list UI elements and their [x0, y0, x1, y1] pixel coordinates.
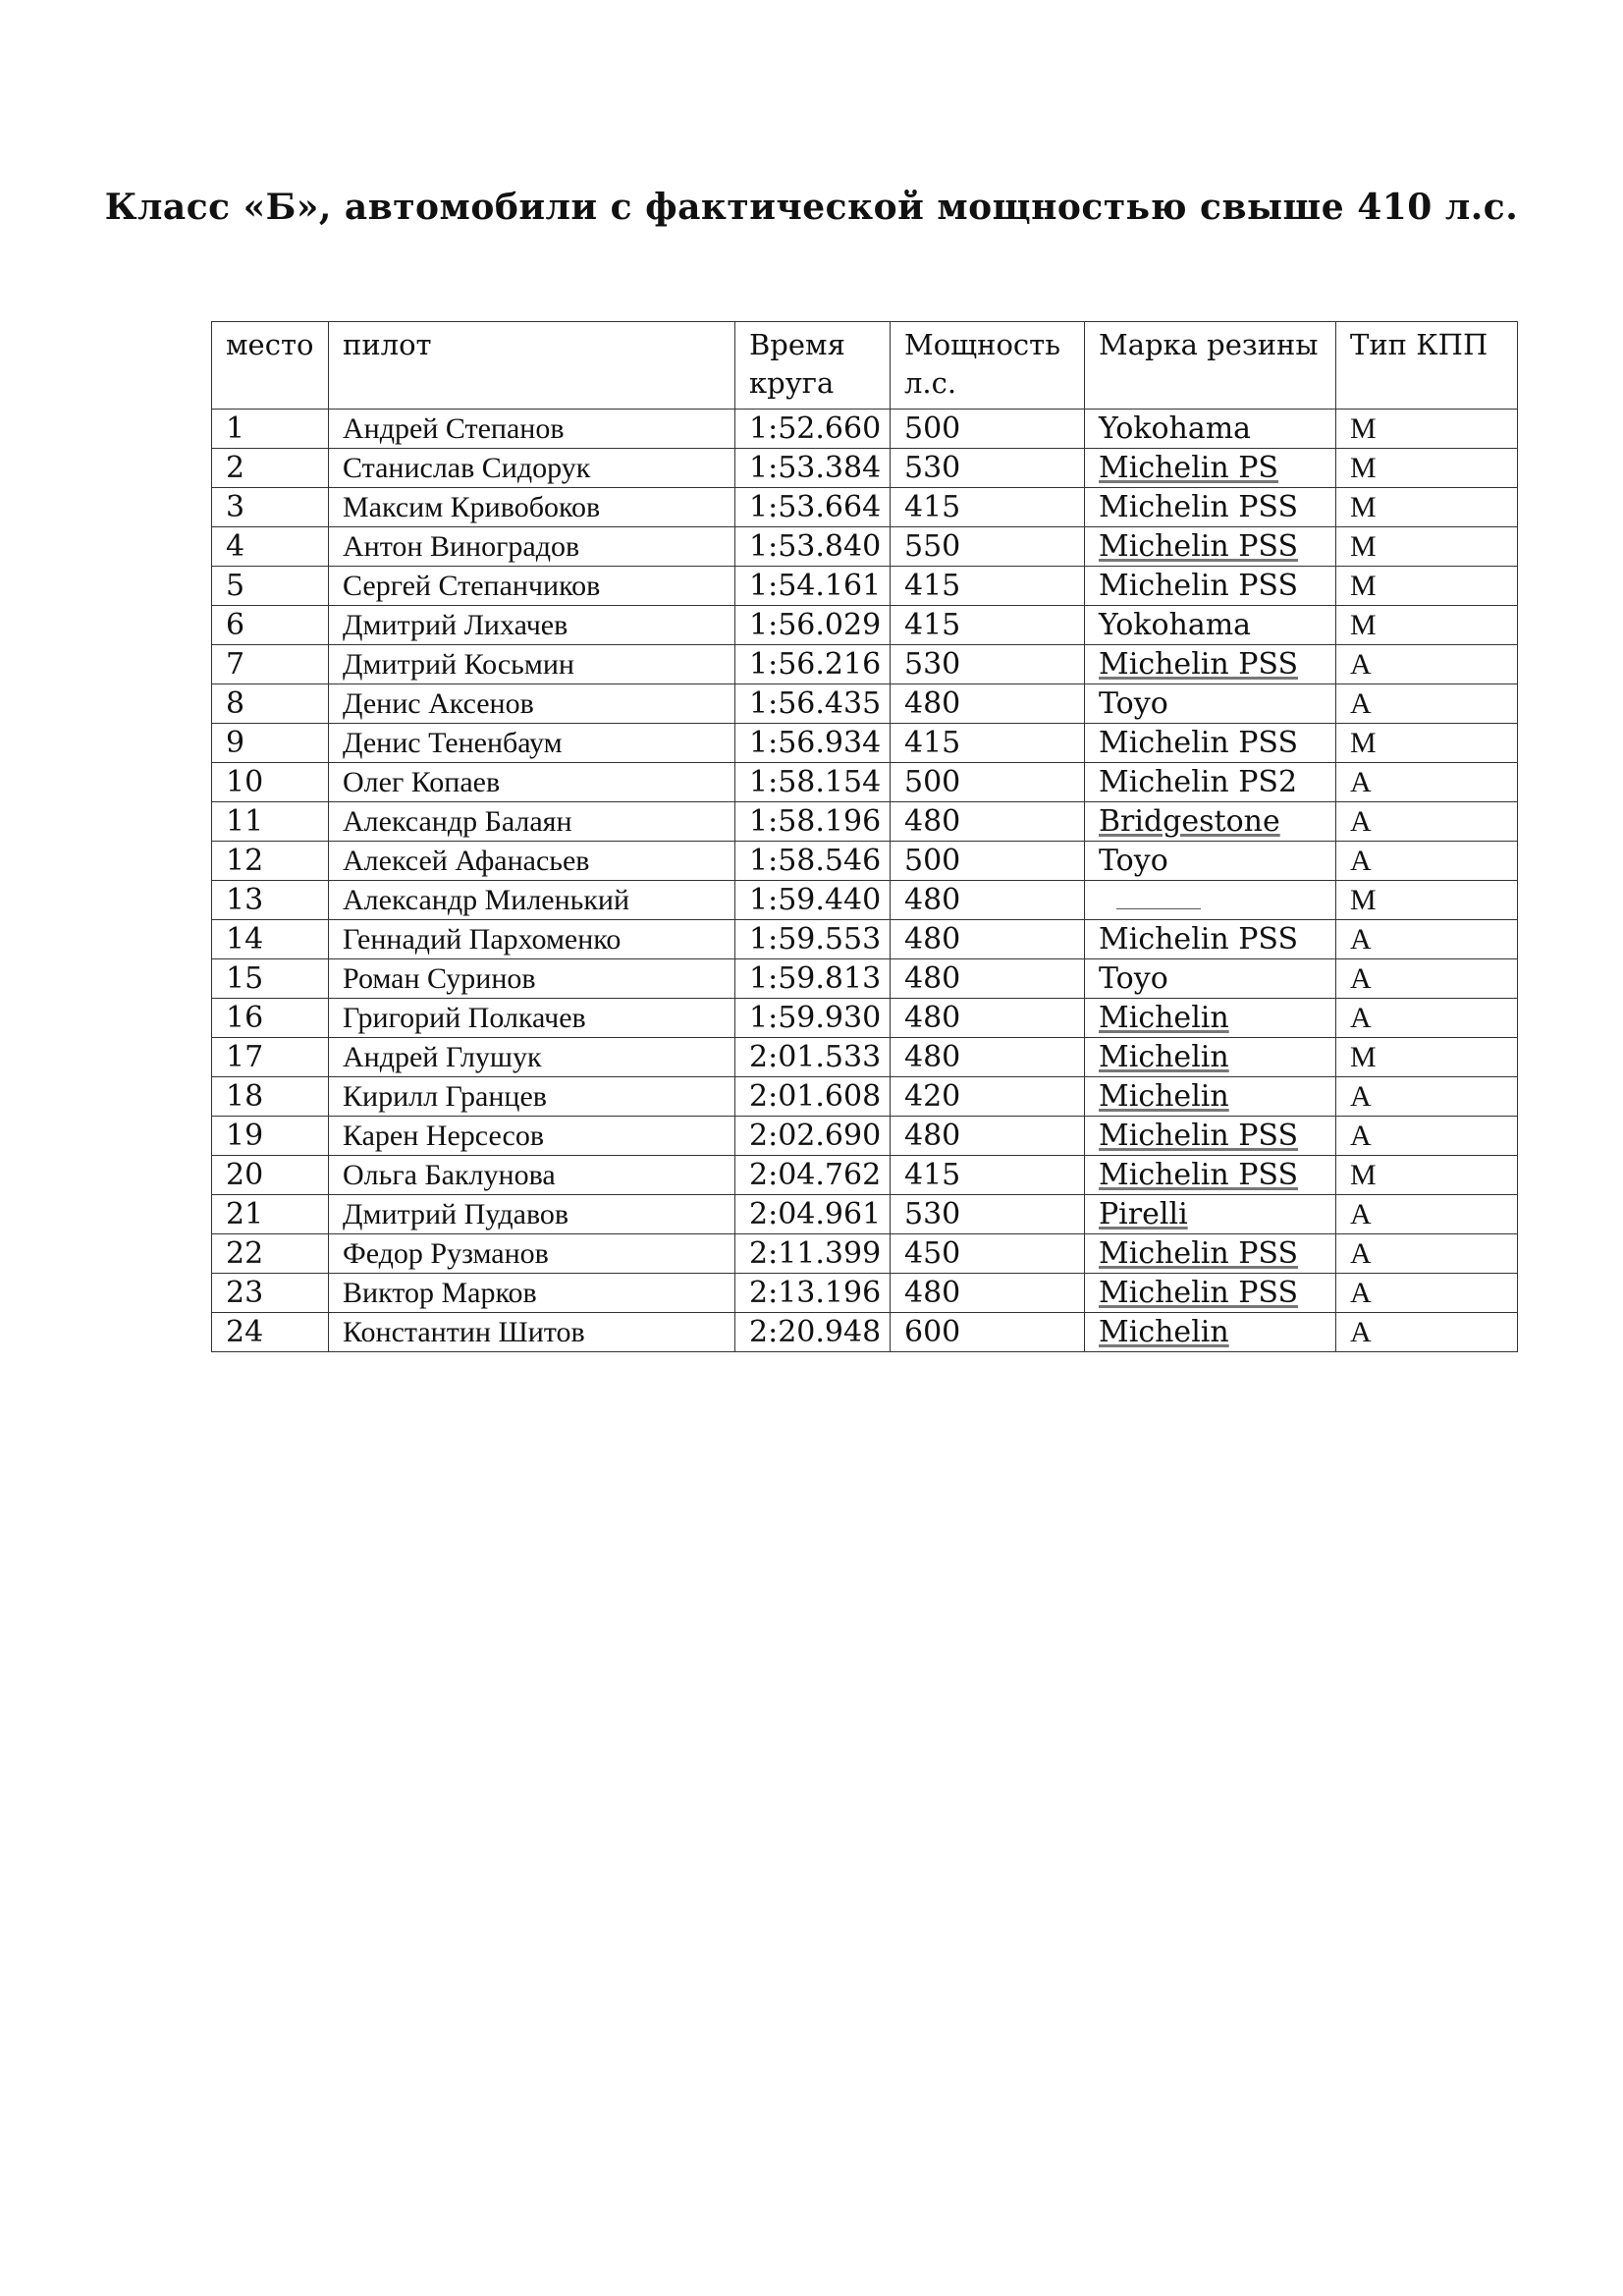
tyre-label: Michelin PSS	[1099, 647, 1298, 682]
cell-pilot: Александр Миленький	[329, 881, 735, 920]
cell-tyre-brand	[1085, 920, 1336, 959]
cell-lap-time: 1:54.161	[735, 567, 891, 606]
cell-tyre-brand	[1085, 1038, 1336, 1077]
cell-power: 415	[891, 1156, 1085, 1195]
col-header-gearbox: Тип КПП	[1336, 322, 1518, 410]
col-header-place: место	[212, 322, 329, 410]
cell-place: 13	[212, 881, 329, 920]
cell-lap-time: 2:20.948	[735, 1313, 891, 1352]
cell-pilot: Константин Шитов	[329, 1313, 735, 1352]
cell-pilot: Андрей Глушук	[329, 1038, 735, 1077]
tyre-label: Michelin PSS	[1099, 1236, 1298, 1271]
cell-pilot: Денис Аксенов	[329, 684, 735, 724]
cell-power: 480	[891, 999, 1085, 1038]
cell-pilot: Олег Копаев	[329, 763, 735, 802]
cell-tyre-brand	[1085, 410, 1336, 449]
cell-power: 530	[891, 449, 1085, 488]
cell-tyre-brand	[1085, 802, 1336, 842]
page-title: Класс «Б», автомобили с фактической мощностью свыше 410 л.с.	[104, 187, 1519, 228]
tyre-label: Michelin PSS	[1099, 1158, 1298, 1192]
table-row	[212, 1234, 1518, 1274]
cell-tyre-brand	[1085, 1274, 1336, 1313]
tyre-label: Toyo	[1099, 961, 1168, 996]
cell-lap-time: 2:04.762	[735, 1156, 891, 1195]
cell-lap-time: 1:59.553	[735, 920, 891, 959]
cell-gearbox: А	[1336, 763, 1518, 802]
cell-pilot: Максим Кривобоков	[329, 488, 735, 527]
cell-lap-time: 1:53.840	[735, 527, 891, 567]
cell-pilot: Виктор Марков	[329, 1274, 735, 1313]
cell-gearbox: А	[1336, 999, 1518, 1038]
cell-lap-time: 1:53.384	[735, 449, 891, 488]
cell-power: 415	[891, 724, 1085, 763]
table-row	[212, 1038, 1518, 1077]
table-header-row	[212, 322, 1518, 410]
cell-pilot: Федор Рузманов	[329, 1234, 735, 1274]
cell-gearbox: А	[1336, 1313, 1518, 1352]
cell-pilot: Дмитрий Пудавов	[329, 1195, 735, 1234]
cell-pilot: Дмитрий Лихачев	[329, 606, 735, 645]
table-row	[212, 488, 1518, 527]
cell-gearbox: А	[1336, 1077, 1518, 1117]
tyre-label: Michelin PSS	[1099, 490, 1298, 524]
tyre-label: Yokohama	[1099, 411, 1252, 446]
tyre-label: Michelin	[1099, 1040, 1229, 1074]
tyre-label: Michelin PSS	[1099, 529, 1298, 564]
cell-gearbox: М	[1336, 488, 1518, 527]
cell-lap-time: 1:56.934	[735, 724, 891, 763]
cell-pilot: Сергей Степанчиков	[329, 567, 735, 606]
cell-power: 480	[891, 1038, 1085, 1077]
col-header-lap-time: Время круга	[735, 322, 891, 410]
cell-gearbox: А	[1336, 645, 1518, 684]
table-row	[212, 527, 1518, 567]
cell-power: 550	[891, 527, 1085, 567]
cell-place: 2	[212, 449, 329, 488]
cell-place: 8	[212, 684, 329, 724]
cell-place: 6	[212, 606, 329, 645]
cell-pilot: Денис Тененбаум	[329, 724, 735, 763]
cell-place: 12	[212, 842, 329, 881]
table-row	[212, 606, 1518, 645]
cell-power: 530	[891, 645, 1085, 684]
col-header-pilot: пилот	[329, 322, 735, 410]
cell-tyre-brand	[1085, 645, 1336, 684]
empty-tyre-line	[1116, 881, 1201, 909]
cell-tyre-brand	[1085, 959, 1336, 999]
results-table	[211, 321, 1518, 1352]
cell-place: 19	[212, 1117, 329, 1156]
cell-tyre-brand	[1085, 1234, 1336, 1274]
cell-gearbox: М	[1336, 724, 1518, 763]
table-row	[212, 684, 1518, 724]
cell-lap-time: 1:56.216	[735, 645, 891, 684]
cell-pilot: Кирилл Гранцев	[329, 1077, 735, 1117]
table-body	[212, 410, 1518, 1352]
cell-pilot: Алексей Афанасьев	[329, 842, 735, 881]
cell-gearbox: А	[1336, 1274, 1518, 1313]
cell-power: 480	[891, 920, 1085, 959]
cell-tyre-brand	[1085, 763, 1336, 802]
cell-lap-time: 1:58.154	[735, 763, 891, 802]
cell-pilot: Роман Суринов	[329, 959, 735, 999]
cell-power: 480	[891, 959, 1085, 999]
table-row	[212, 842, 1518, 881]
table-row	[212, 724, 1518, 763]
cell-tyre-brand	[1085, 606, 1336, 645]
table-row	[212, 881, 1518, 920]
cell-tyre-brand	[1085, 724, 1336, 763]
cell-place: 7	[212, 645, 329, 684]
cell-place: 20	[212, 1156, 329, 1195]
cell-lap-time: 2:01.533	[735, 1038, 891, 1077]
cell-place: 15	[212, 959, 329, 999]
cell-gearbox: А	[1336, 1195, 1518, 1234]
table-row	[212, 959, 1518, 999]
cell-lap-time: 2:01.608	[735, 1077, 891, 1117]
cell-gearbox: М	[1336, 567, 1518, 606]
cell-place: 23	[212, 1274, 329, 1313]
cell-tyre-brand	[1085, 1156, 1336, 1195]
cell-gearbox: М	[1336, 449, 1518, 488]
tyre-label: Yokohama	[1099, 608, 1252, 642]
table-row	[212, 920, 1518, 959]
cell-power: 480	[891, 1274, 1085, 1313]
tyre-label: Michelin PSS	[1099, 1276, 1298, 1310]
col-header-tyre-brand: Марка резины	[1085, 322, 1336, 410]
cell-tyre-brand	[1085, 488, 1336, 527]
cell-lap-time: 2:02.690	[735, 1117, 891, 1156]
tyre-label: Michelin PSS	[1099, 922, 1298, 957]
cell-gearbox: А	[1336, 1117, 1518, 1156]
cell-lap-time: 1:59.813	[735, 959, 891, 999]
table-row	[212, 1156, 1518, 1195]
cell-power: 500	[891, 410, 1085, 449]
table-row	[212, 999, 1518, 1038]
table-row	[212, 802, 1518, 842]
table-row	[212, 763, 1518, 802]
cell-power: 480	[891, 802, 1085, 842]
cell-power: 600	[891, 1313, 1085, 1352]
cell-place: 24	[212, 1313, 329, 1352]
cell-gearbox: А	[1336, 1234, 1518, 1274]
tyre-label: Michelin PS	[1099, 451, 1278, 485]
cell-gearbox: М	[1336, 1156, 1518, 1195]
cell-gearbox: М	[1336, 606, 1518, 645]
cell-tyre-brand	[1085, 1117, 1336, 1156]
cell-lap-time: 1:58.196	[735, 802, 891, 842]
col-header-power: Мощность л.с.	[891, 322, 1085, 410]
table-row	[212, 1195, 1518, 1234]
cell-power: 530	[891, 1195, 1085, 1234]
cell-place: 3	[212, 488, 329, 527]
cell-power: 480	[891, 1117, 1085, 1156]
cell-tyre-brand	[1085, 999, 1336, 1038]
tyre-label: Pirelli	[1099, 1197, 1188, 1231]
cell-place: 5	[212, 567, 329, 606]
tyre-label: Michelin	[1099, 1079, 1229, 1114]
cell-place: 21	[212, 1195, 329, 1234]
cell-lap-time: 1:53.664	[735, 488, 891, 527]
tyre-label: Michelin PSS	[1099, 569, 1298, 603]
cell-tyre-brand	[1085, 1195, 1336, 1234]
cell-lap-time: 2:11.399	[735, 1234, 891, 1274]
tyre-label: Michelin	[1099, 1001, 1229, 1035]
cell-power: 500	[891, 842, 1085, 881]
cell-gearbox: А	[1336, 684, 1518, 724]
cell-gearbox: М	[1336, 410, 1518, 449]
cell-place: 1	[212, 410, 329, 449]
cell-power: 415	[891, 606, 1085, 645]
cell-tyre-brand	[1085, 881, 1336, 920]
table-row	[212, 410, 1518, 449]
cell-place: 9	[212, 724, 329, 763]
tyre-label: Michelin PSS	[1099, 1119, 1298, 1153]
cell-pilot: Антон Виноградов	[329, 527, 735, 567]
cell-tyre-brand	[1085, 567, 1336, 606]
cell-lap-time: 1:52.660	[735, 410, 891, 449]
tyre-label: Michelin PSS	[1099, 726, 1298, 760]
cell-lap-time: 2:13.196	[735, 1274, 891, 1313]
table-row	[212, 449, 1518, 488]
cell-lap-time: 1:59.930	[735, 999, 891, 1038]
cell-place: 22	[212, 1234, 329, 1274]
cell-place: 18	[212, 1077, 329, 1117]
table-row	[212, 1274, 1518, 1313]
table-row	[212, 567, 1518, 606]
cell-lap-time: 1:58.546	[735, 842, 891, 881]
cell-pilot: Станислав Сидорук	[329, 449, 735, 488]
cell-tyre-brand	[1085, 684, 1336, 724]
cell-gearbox: А	[1336, 920, 1518, 959]
cell-pilot: Григорий Полкачев	[329, 999, 735, 1038]
tyre-label: Toyo	[1099, 686, 1168, 721]
cell-pilot: Андрей Степанов	[329, 410, 735, 449]
cell-tyre-brand	[1085, 1313, 1336, 1352]
cell-power: 450	[891, 1234, 1085, 1274]
cell-gearbox: М	[1336, 1038, 1518, 1077]
tyre-label: Michelin PS2	[1099, 765, 1298, 799]
cell-power: 480	[891, 684, 1085, 724]
cell-gearbox: А	[1336, 842, 1518, 881]
cell-lap-time: 1:56.029	[735, 606, 891, 645]
cell-place: 4	[212, 527, 329, 567]
cell-place: 10	[212, 763, 329, 802]
cell-lap-time: 1:59.440	[735, 881, 891, 920]
cell-power: 415	[891, 488, 1085, 527]
cell-pilot: Александр Балаян	[329, 802, 735, 842]
cell-power: 420	[891, 1077, 1085, 1117]
cell-gearbox: А	[1336, 802, 1518, 842]
cell-lap-time: 1:56.435	[735, 684, 891, 724]
cell-gearbox: М	[1336, 881, 1518, 920]
cell-tyre-brand	[1085, 842, 1336, 881]
table-row	[212, 1117, 1518, 1156]
cell-tyre-brand	[1085, 449, 1336, 488]
cell-gearbox: М	[1336, 527, 1518, 567]
tyre-label: Toyo	[1099, 844, 1168, 878]
tyre-label: Bridgestone	[1099, 804, 1280, 839]
table-row	[212, 1313, 1518, 1352]
cell-pilot: Дмитрий Косьмин	[329, 645, 735, 684]
cell-pilot: Карен Нерсесов	[329, 1117, 735, 1156]
cell-pilot: Ольга Баклунова	[329, 1156, 735, 1195]
cell-gearbox: А	[1336, 959, 1518, 999]
cell-place: 11	[212, 802, 329, 842]
table-row	[212, 645, 1518, 684]
cell-power: 415	[891, 567, 1085, 606]
cell-place: 14	[212, 920, 329, 959]
cell-place: 17	[212, 1038, 329, 1077]
cell-tyre-brand	[1085, 527, 1336, 567]
table-row	[212, 1077, 1518, 1117]
cell-tyre-brand	[1085, 1077, 1336, 1117]
cell-place: 16	[212, 999, 329, 1038]
cell-power: 480	[891, 881, 1085, 920]
tyre-label: Michelin	[1099, 1315, 1229, 1349]
cell-lap-time: 2:04.961	[735, 1195, 891, 1234]
cell-power: 500	[891, 763, 1085, 802]
cell-pilot: Геннадий Пархоменко	[329, 920, 735, 959]
